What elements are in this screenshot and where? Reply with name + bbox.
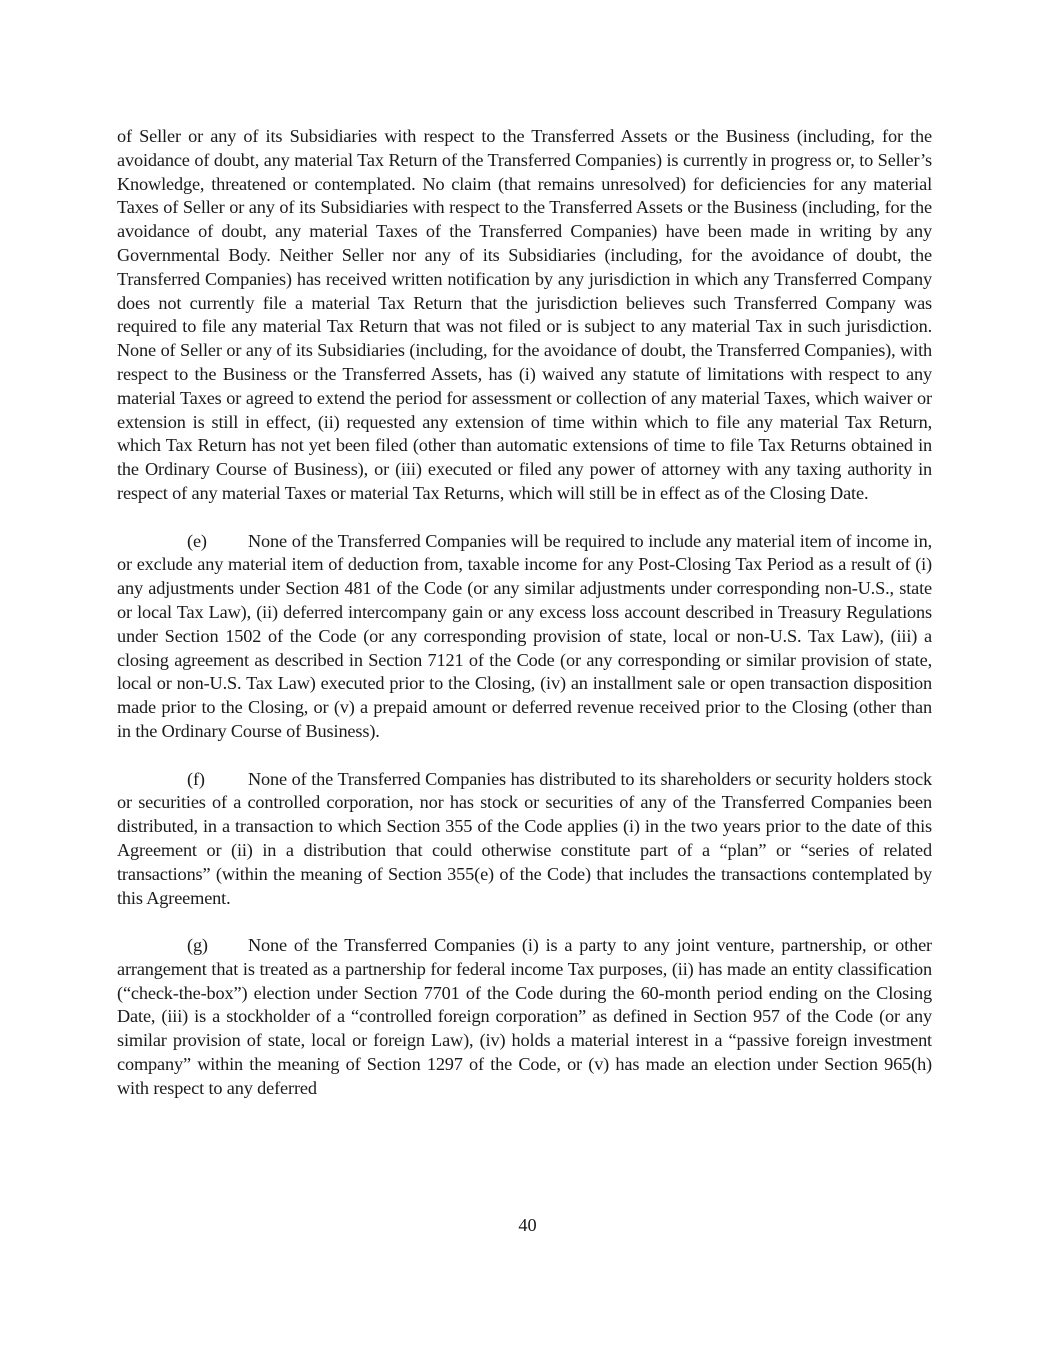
paragraph-text: of Seller or any of its Subsidiaries with respect to the Transferred Assets or the Business (including, for the avoidance of doubt, any material Tax Return of the Transferred Companies) is currently in progress or, to Seller’s Knowledge, threatened or contemplated. No claim (that remains unresolved) for deficiencies for any material Taxes of Seller or any of its Subsidiaries with respect to the Transferred Assets or the Business (including, for the avoidance of doubt, any material Taxes of the Transferred Companies) have been made in writing by any Governmental Body. Neither Seller nor any of its Subsidiaries (including, for the avoidance of doubt, the Transferred Companies) has received written notification by any jurisdiction in which any Transferred Company does not currently file a material Tax Return that the jurisdiction believes such Transferred Company was required to file any material Tax Return that was not filed or is subject to any material Tax in such jurisdiction. None of Seller or any of its Subsidiaries (including, for the avoidance of doubt, the Transferred Companies), with respect to the Business or the Transferred Assets, has (i) waived any statute of limitations with respect to any material Taxes or agreed to extend the period for assessment or collection of any material Taxes, which waiver or extension is still in effect, (ii) requested any extension of time within which to file any material Tax Return, which Tax Return has not yet been filed (other than automatic extensions of time to file Tax Returns obtained in the Ordinary Course of Business), or (iii) executed or filed any power of attorney with any taxing authority in respect of any material Taxes or material Tax Returns, which will still be in effect as of the Closing Date. xyxy=(117,126,932,503)
paragraph-text: None of the Transferred Companies (i) is a party to any joint venture, partnership, or other arrangement that is treated as a partnership for federal income Tax purposes, (ii) has made an entity classification (“check-the-box”) election under Section 7701 of the Code during the 60-month period ending on the Closing Date, (iii) is a stockholder of a “controlled foreign corporation” as defined in Section 957 of the Code (or any similar provision of state, local or foreign Law), (iv) holds a material interest in a “passive foreign investment company” within the meaning of Section 1297 of the Code, or (v) has made an election under Section 965(h) with respect to any deferred xyxy=(117,935,932,1098)
paragraph-text: None of the Transferred Companies will be required to include any material item of income in, or exclude any material item of deduction from, taxable income for any Post-Closing Tax Period as a result of (i) any adjustments under Section 481 of the Code (or any similar adjustments under corresponding non-U.S., state or local Tax Law), (ii) deferred intercompany gain or any excess loss account described in Treasury Regulations under Section 1502 of the Code (or any corresponding provision of state, local or non-U.S. Tax Law), (iii) a closing agreement as described in Section 7121 of the Code (or any corresponding or similar provision of state, local or non-U.S. Tax Law) executed prior to the Closing, (iv) an installment sale or open transaction disposition made prior to the Closing, or (v) a prepaid amount or deferred revenue received prior to the Closing (other than in the Ordinary Course of Business). xyxy=(117,530,932,741)
paragraph-f xyxy=(117,768,932,911)
paragraph-label: (g) xyxy=(187,935,208,956)
paragraph-g xyxy=(117,934,932,1101)
paragraph-label: (f) xyxy=(187,768,205,789)
document-page xyxy=(117,125,932,1124)
paragraph-label: (e) xyxy=(187,530,207,551)
paragraph-e xyxy=(117,530,932,744)
page-number: 40 xyxy=(518,1215,537,1235)
paragraph-continued xyxy=(117,125,932,506)
paragraph-text: None of the Transferred Companies has distributed to its shareholders or security holders stock or securities of a controlled corporation, nor has stock or securities of any of the Transferred Companies been distributed, in a transaction to which Section 355 of the Code applies (i) in the two years prior to the date of this Agreement or (ii) in a distribution that could otherwise constitute part of a “plan” or “series of related transactions” (within the meaning of Section 355(e) of the Code) that includes the transactions contemplated by this Agreement. xyxy=(117,768,932,908)
